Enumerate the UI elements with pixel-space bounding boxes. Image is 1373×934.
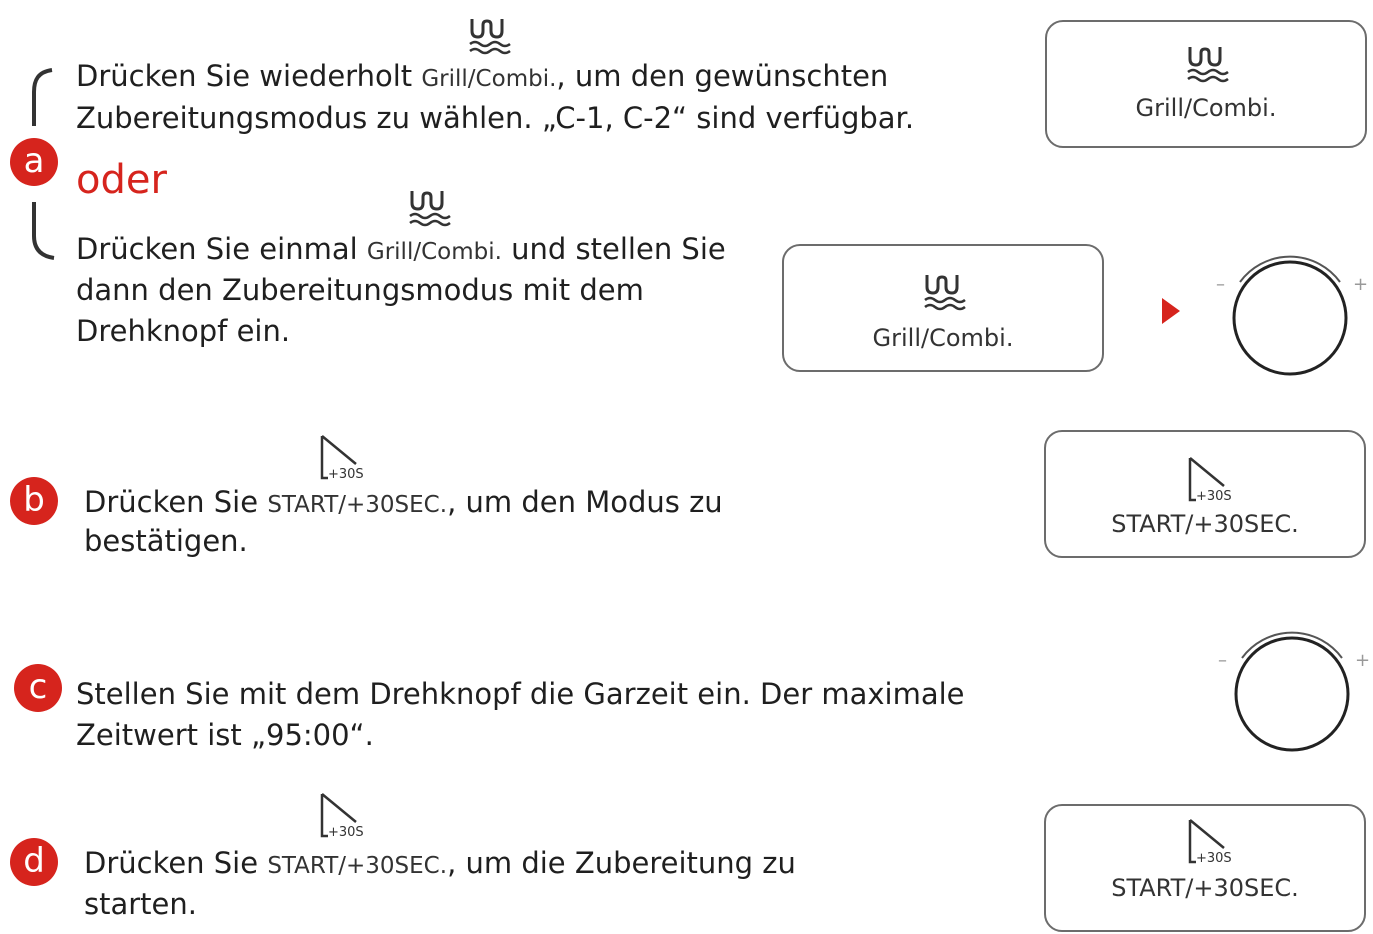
step-a-line2: Zubereitungsmodus zu wählen. „C-1, C-2“ sind verfügbar. [76, 101, 915, 135]
start-inline-key: START/+30SEC. [267, 492, 448, 518]
step-a-line1-before: Drücken Sie wiederholt [76, 59, 413, 93]
start-play-icon [1186, 818, 1246, 868]
step-a-alt-line1-before: Drücken Sie einmal [76, 232, 358, 266]
step-b-line1-after: , um den Modus zu [447, 485, 723, 519]
start-inline-key: START/+30SEC. [267, 853, 448, 879]
start-icon-label: +30S [328, 467, 364, 482]
oder-label: oder [76, 157, 167, 203]
grill-combi-inline-key: Grill/Combi. [366, 239, 502, 265]
start-play-icon [318, 792, 378, 842]
step-a-line1 [76, 56, 888, 100]
step-a-alt-line1 [76, 229, 726, 273]
step-a-alt-line3: Drehknopf ein. [76, 314, 291, 348]
start-play-icon [1186, 456, 1246, 506]
step-d-line1-before: Drücken Sie [84, 846, 259, 880]
rotary-knob-icon[interactable] [1210, 248, 1370, 384]
step-b-badge: b [10, 477, 58, 525]
step-b-line1-before: Drücken Sie [84, 485, 259, 519]
step-c-line1: Stellen Sie mit dem Drehknopf die Garzeit ein. Der maximale [76, 677, 965, 711]
start-play-icon [318, 434, 378, 484]
bracket-bottom [26, 200, 56, 262]
grill-combi-button-panel[interactable] [782, 244, 1104, 372]
step-d-line1-after: , um die Zubereitung zu [447, 846, 796, 880]
step-a-alt-line1-after: und stellen Sie [511, 232, 726, 266]
step-a-line1-after: , um den gewünschten [556, 59, 889, 93]
step-b-line2: bestätigen. [84, 524, 248, 558]
start-icon-label: +30S [1196, 851, 1232, 866]
grill-icon [921, 272, 969, 316]
grill-icon [1184, 44, 1232, 88]
step-a-alt-line2: dann den Zubereitungsmodus mit dem [76, 273, 644, 307]
start-icon-label: +30S [328, 825, 364, 840]
arrow-right-icon [1160, 296, 1182, 326]
knob-plus: + [1353, 274, 1369, 295]
grill-combi-label: Grill/Combi. [872, 324, 1014, 352]
start-button-panel[interactable] [1044, 430, 1366, 558]
knob-minus: – [1216, 274, 1225, 295]
step-c-line2: Zeitwert ist „95:00“. [76, 718, 374, 752]
rotary-knob-icon[interactable] [1212, 624, 1372, 760]
grill-icon [406, 188, 454, 232]
step-c-badge: c [14, 664, 62, 712]
step-d-badge: d [10, 838, 58, 886]
start-label: START/+30SEC. [1111, 510, 1299, 538]
knob-minus: – [1218, 650, 1227, 671]
grill-combi-label: Grill/Combi. [1135, 94, 1277, 122]
step-d-line1 [84, 843, 796, 887]
start-label: START/+30SEC. [1111, 874, 1299, 902]
start-icon-label: +30S [1196, 489, 1232, 504]
grill-icon [466, 16, 514, 60]
bracket-top [26, 66, 56, 128]
step-a-badge: a [10, 138, 58, 186]
step-b-line1 [84, 482, 723, 526]
knob-plus: + [1355, 650, 1371, 671]
start-button-panel[interactable] [1044, 804, 1366, 932]
grill-combi-button-panel[interactable] [1045, 20, 1367, 148]
grill-combi-inline-key: Grill/Combi. [421, 66, 557, 92]
step-d-line2: starten. [84, 887, 197, 921]
